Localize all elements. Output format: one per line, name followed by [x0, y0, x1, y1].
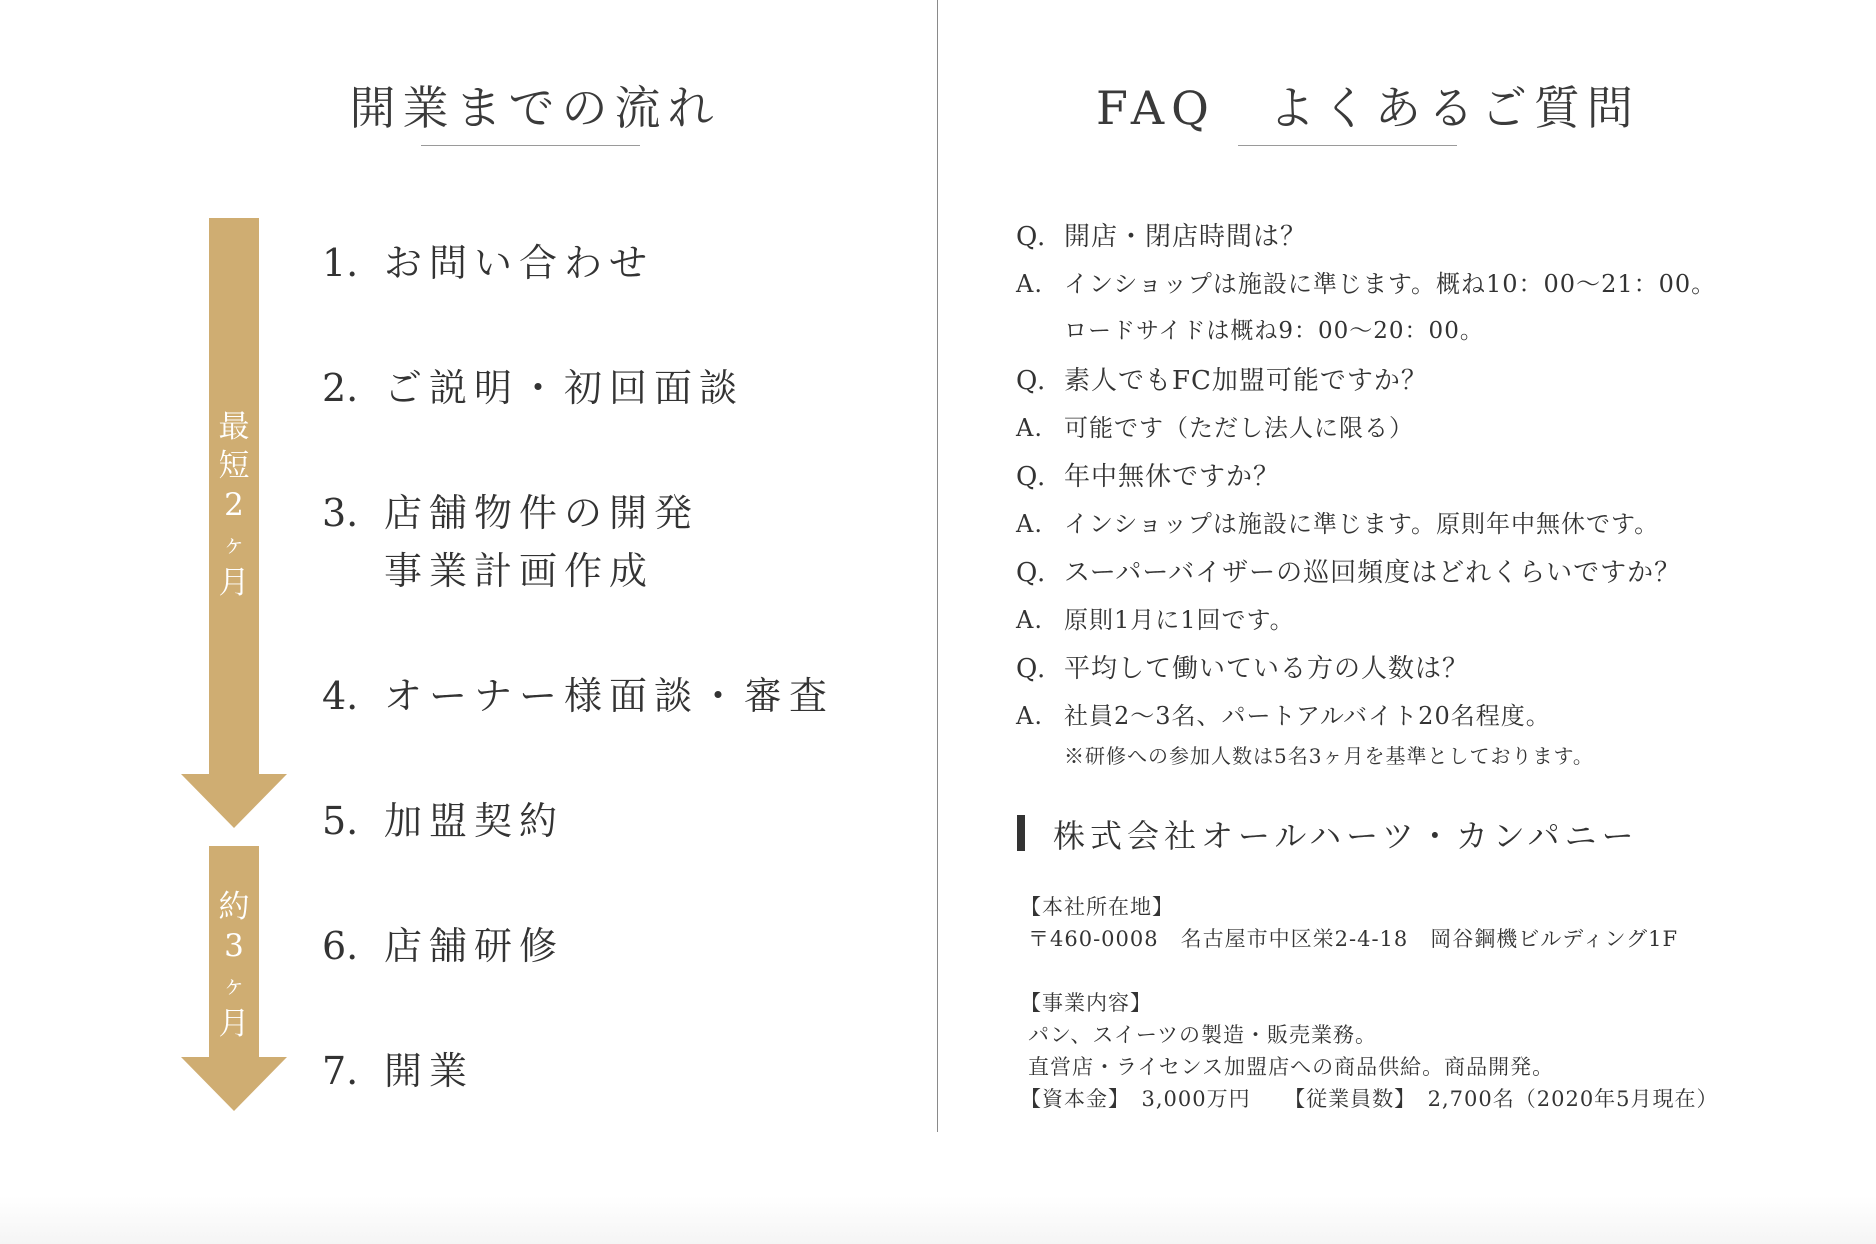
business-line: パン、スイーツの製造・販売業務。 — [1028, 1023, 1378, 1047]
flow-step: 2. ご説明・初回面談 — [322, 366, 745, 410]
flow-step: 6. 店舗研修 — [322, 924, 565, 968]
faq-question: Q. スーパーバイザーの巡回頻度はどれくらいですか？ — [1016, 558, 1682, 588]
faq-answer: A. 原則1月に1回です。 — [1016, 606, 1295, 634]
page-bottom-shade — [0, 1196, 1876, 1244]
flow-title-rule — [421, 145, 640, 146]
business-label: 【事業内容】 — [1020, 991, 1152, 1015]
faq-answer-cont: ロードサイドは概ね9：00～20：00。 — [1064, 318, 1484, 344]
arrow-down-icon — [181, 1057, 287, 1111]
arrow-down-icon — [181, 774, 287, 828]
faq-answer: A. 可能です（ただし法人に限る） — [1016, 414, 1414, 442]
arrow-label-shortest-2-months: 最 短 2 ヶ 月 — [218, 409, 250, 601]
flow-step: 1. お問い合わせ — [322, 241, 655, 285]
faq-question: Q. 年中無休ですか？ — [1016, 462, 1281, 492]
faq-answer: A. インショップは施設に準じます。原則年中無休です。 — [1016, 510, 1660, 538]
hq-label: 【本社所在地】 — [1020, 895, 1174, 919]
faq-question: Q. 開店・閉店時間は？ — [1016, 222, 1308, 252]
company-heading-bar — [1017, 815, 1025, 851]
flow-title: 開業までの流れ — [349, 81, 721, 135]
business-line: 直営店・ライセンス加盟店への商品供給。商品開発。 — [1028, 1055, 1555, 1079]
flow-step: 4. オーナー様面談・審査 — [322, 674, 835, 718]
faq-question: Q. 平均して働いている方の人数は？ — [1016, 654, 1470, 684]
company-name: 株式会社オールハーツ・カンパニー — [1053, 817, 1639, 855]
faq-answer: A. インショップは施設に準じます。概ね10：00～21：00。 — [1016, 270, 1717, 298]
column-divider — [937, 0, 938, 1132]
flow-step: 7. 開業 — [322, 1049, 475, 1093]
flow-step: 3. 店舗物件の開発 事業計画作成 — [322, 491, 700, 593]
flow-step: 5. 加盟契約 — [322, 799, 565, 843]
faq-title: FAQ よくあるご質問 — [1096, 81, 1640, 135]
faq-note: ※研修への参加人数は5名3ヶ月を基準としております。 — [1064, 744, 1594, 768]
faq-answer: A. 社員2～3名、パートアルバイト20名程度。 — [1016, 702, 1551, 730]
capital-employees: 【資本金】 3,000万円 【従業員数】 2,700名（2020年5月現在） — [1020, 1087, 1719, 1111]
hq-address: 〒460-0008 名古屋市中区栄2-4-18 岡谷鋼機ビルディング1F — [1028, 927, 1679, 951]
faq-question: Q. 素人でもFC加盟可能ですか？ — [1016, 366, 1428, 396]
faq-title-rule — [1238, 145, 1457, 146]
arrow-label-about-3-months: 約 3 ヶ 月 — [218, 889, 250, 1042]
